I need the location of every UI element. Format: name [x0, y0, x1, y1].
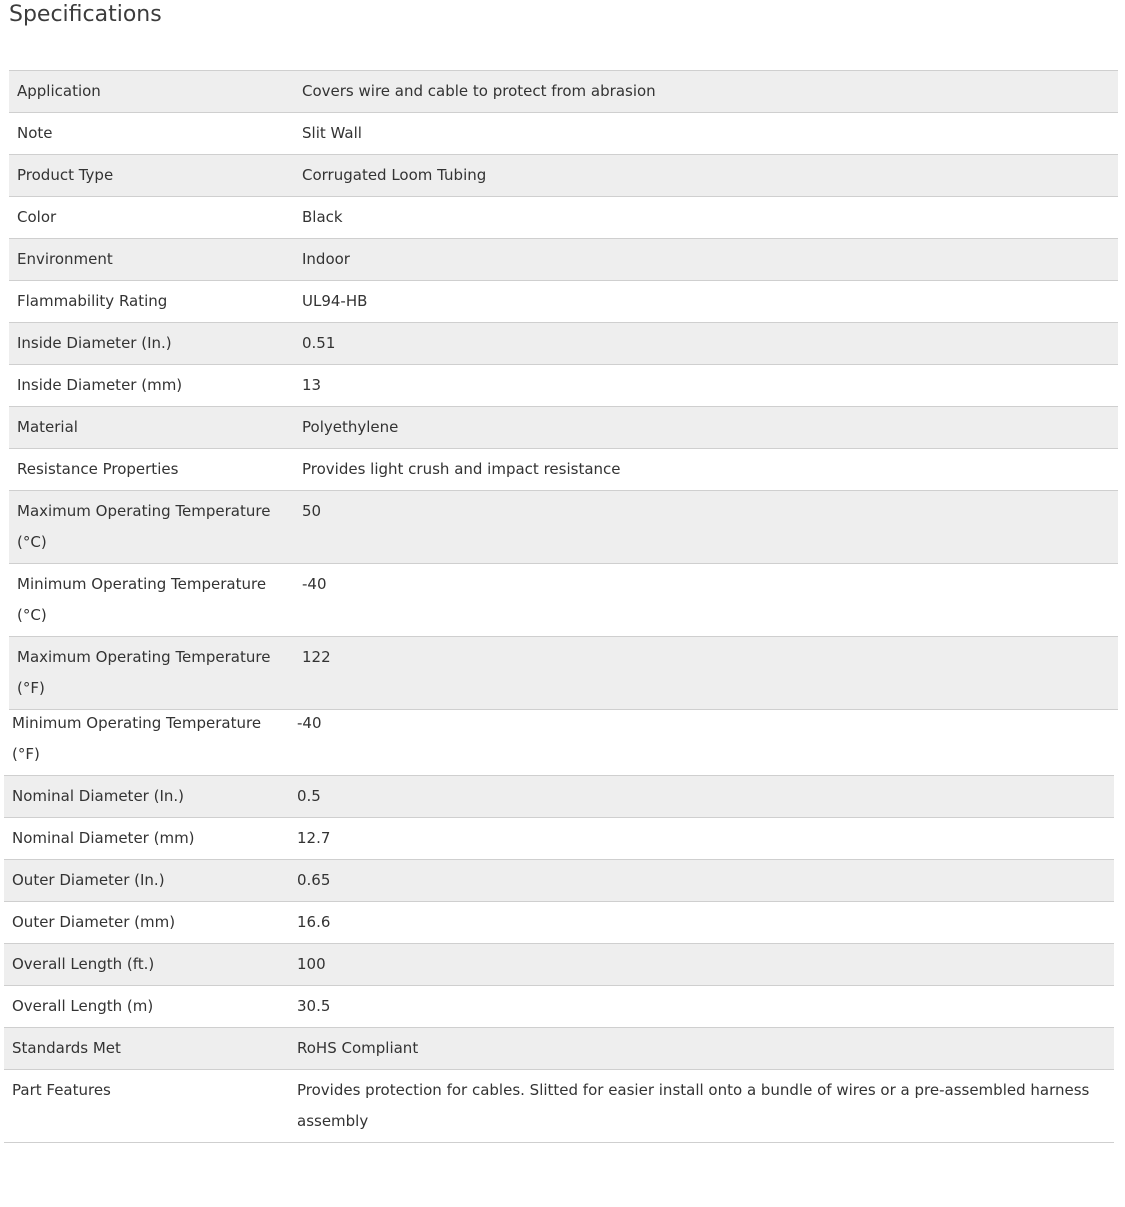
spec-label: Outer Diameter (mm) — [12, 913, 176, 931]
spec-value: 50 — [302, 502, 322, 520]
spec-value: -40 — [297, 714, 322, 732]
spec-row-note — [9, 113, 1118, 155]
spec-row-inside-diameter-mm — [9, 365, 1118, 407]
spec-value: RoHS Compliant — [297, 1039, 419, 1057]
spec-row-environment — [9, 239, 1118, 281]
spec-label: Standards Met — [12, 1039, 121, 1057]
spec-label: Maximum Operating Temperature (°F) — [17, 648, 271, 697]
spec-row-nominal-diameter-in — [4, 776, 1114, 818]
spec-value: Covers wire and cable to protect from abrasion — [302, 82, 656, 100]
spec-row-application — [9, 71, 1118, 113]
spec-label: Minimum Operating Temperature (°F) — [12, 714, 262, 763]
spec-label: Product Type — [17, 166, 114, 184]
spec-value: 12.7 — [297, 829, 331, 847]
spec-row-outer-diameter-mm — [4, 902, 1114, 944]
spec-label: Part Features — [12, 1081, 111, 1099]
spec-value: 16.6 — [297, 913, 331, 931]
specifications-table — [9, 70, 1118, 710]
spec-label: Overall Length (ft.) — [12, 955, 155, 973]
spec-row-max-operating-temperature-f — [9, 637, 1118, 710]
spec-row-outer-diameter-in — [4, 860, 1114, 902]
spec-label: Minimum Operating Temperature (°C) — [17, 575, 267, 624]
spec-value: 30.5 — [297, 997, 331, 1015]
spec-value: Slit Wall — [302, 124, 362, 142]
spec-row-min-operating-temperature-f — [4, 703, 1114, 776]
spec-label: Resistance Properties — [17, 460, 179, 478]
spec-label: Material — [17, 418, 78, 436]
spec-row-overall-length-ft — [4, 944, 1114, 986]
page-title: Specifications — [9, 2, 162, 27]
spec-row-min-operating-temperature-c — [9, 564, 1118, 637]
spec-value: Black — [302, 208, 343, 226]
spec-value: 122 — [302, 648, 331, 666]
spec-value: Indoor — [302, 250, 350, 268]
spec-value: 0.65 — [297, 871, 331, 889]
specifications-table-body — [9, 71, 1118, 710]
spec-value: -40 — [302, 575, 327, 593]
spec-value: 100 — [297, 955, 326, 973]
spec-row-product-type — [9, 155, 1118, 197]
spec-row-overall-length-m — [4, 986, 1114, 1028]
spec-row-resistance-properties — [9, 449, 1118, 491]
spec-label: Environment — [17, 250, 113, 268]
spec-value: Provides protection for cables. Slitted for easier install onto a bundle of wires or a pre-assembled harness assembly — [297, 1081, 1090, 1130]
specifications-table-continued-body — [4, 703, 1114, 1143]
spec-row-part-features — [4, 1070, 1114, 1143]
spec-row-nominal-diameter-mm — [4, 818, 1114, 860]
spec-label: Outer Diameter (In.) — [12, 871, 165, 889]
spec-row-max-operating-temperature-c — [9, 491, 1118, 564]
spec-value: Corrugated Loom Tubing — [302, 166, 487, 184]
spec-value: 13 — [302, 376, 322, 394]
spec-label: Overall Length (m) — [12, 997, 154, 1015]
spec-row-color — [9, 197, 1118, 239]
spec-value: Provides light crush and impact resistance — [302, 460, 621, 478]
spec-label: Flammability Rating — [17, 292, 168, 310]
spec-value: 0.5 — [297, 787, 321, 805]
spec-label: Nominal Diameter (mm) — [12, 829, 195, 847]
spec-value: Polyethylene — [302, 418, 399, 436]
specifications-table-continued — [4, 703, 1114, 1143]
spec-label: Note — [17, 124, 53, 142]
spec-row-material — [9, 407, 1118, 449]
spec-label: Inside Diameter (In.) — [17, 334, 172, 352]
spec-label: Color — [17, 208, 57, 226]
spec-label: Application — [17, 82, 101, 100]
spec-value: 0.51 — [302, 334, 336, 352]
spec-row-standards-met — [4, 1028, 1114, 1070]
spec-label: Inside Diameter (mm) — [17, 376, 183, 394]
spec-label: Maximum Operating Temperature (°C) — [17, 502, 271, 551]
spec-label: Nominal Diameter (In.) — [12, 787, 185, 805]
spec-row-flammability-rating — [9, 281, 1118, 323]
spec-value: UL94-HB — [302, 292, 368, 310]
spec-row-inside-diameter-in — [9, 323, 1118, 365]
